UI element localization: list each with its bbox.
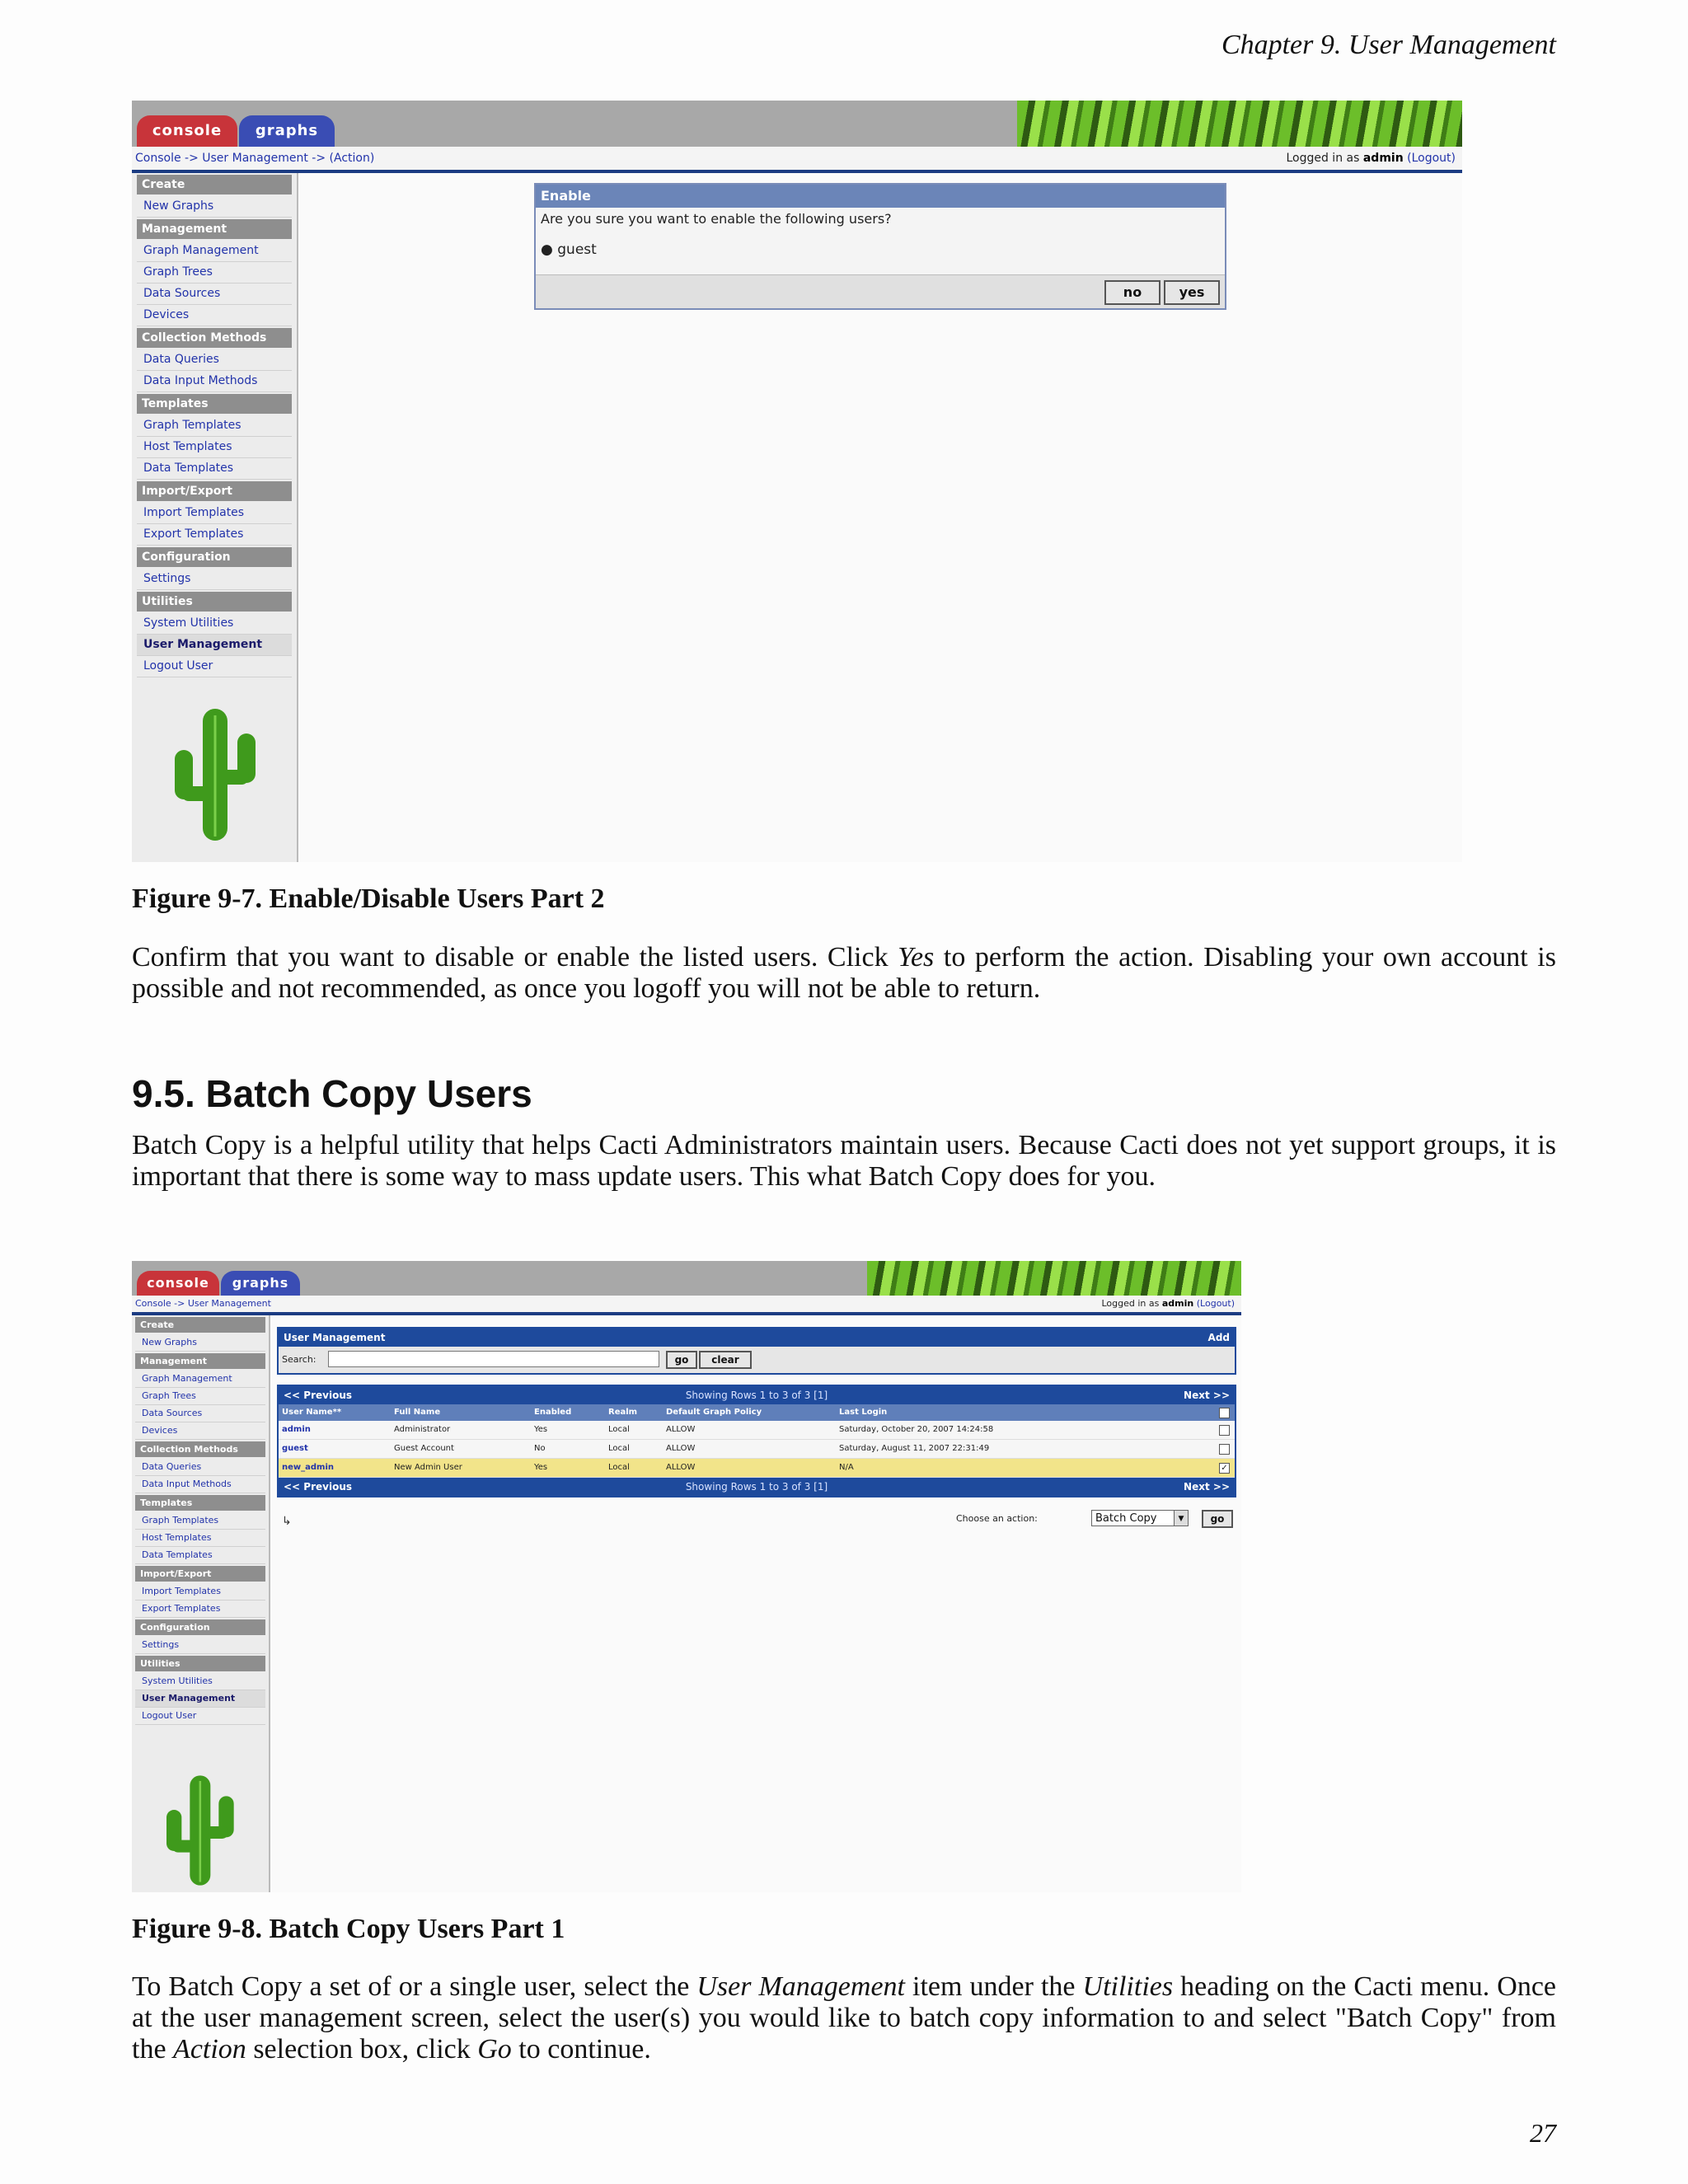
dialog-user-item: ● guest	[541, 241, 597, 258]
chevron-down-icon[interactable]: ▼	[1174, 1511, 1188, 1526]
sidebar-item-host-templates[interactable]: Host Templates	[137, 437, 292, 458]
sidebar-item-data-sources[interactable]: Data Sources	[135, 1405, 265, 1422]
previous-link[interactable]: << Previous	[284, 1481, 353, 1493]
table-cell: Local	[608, 1444, 630, 1453]
table-row[interactable]	[279, 1421, 1235, 1440]
figure-caption-9-7: Figure 9-7. Enable/Disable Users Part 2	[132, 883, 605, 914]
table-cell: ALLOW	[666, 1425, 696, 1434]
table-cell: ALLOW	[666, 1463, 696, 1472]
table-cell: No	[534, 1444, 546, 1453]
user-name-link[interactable]: guest	[282, 1444, 308, 1453]
users-table	[277, 1385, 1236, 1497]
sidebar-item-user-management[interactable]: User Management	[135, 1690, 265, 1708]
menu-heading-management: Management	[135, 1353, 265, 1369]
sidebar-item-export-templates[interactable]: Export Templates	[135, 1601, 265, 1618]
table-cell: Local	[608, 1425, 630, 1434]
section-heading: 9.5. Batch Copy Users	[132, 1072, 532, 1115]
column-header-full-name[interactable]: Full Name	[394, 1408, 441, 1417]
login-status: Logged in as admin (Logout)	[1101, 1298, 1235, 1309]
menu-heading-utilities: Utilities	[135, 1656, 265, 1671]
login-status: Logged in as admin (Logout)	[1286, 152, 1456, 165]
sidebar-item-new-graphs[interactable]: New Graphs	[137, 196, 292, 218]
sidebar-item-system-utilities[interactable]: System Utilities	[137, 613, 292, 635]
sidebar-item-data-input-methods[interactable]: Data Input Methods	[135, 1476, 265, 1493]
top-bar	[132, 101, 1462, 147]
enable-dialog	[534, 183, 1226, 310]
dialog-footer	[536, 274, 1225, 308]
menu-heading-configuration: Configuration	[135, 1619, 265, 1635]
tab-graphs[interactable]: graphs	[239, 115, 335, 147]
sidebar-item-data-queries[interactable]: Data Queries	[137, 349, 292, 371]
cactus-logo-icon	[165, 701, 264, 849]
tab-console[interactable]: console	[137, 115, 237, 147]
menu-heading-import-export: Import/Export	[137, 481, 292, 501]
table-cell: Saturday, August 11, 2007 22:31:49	[839, 1444, 990, 1453]
return-arrow-icon: ↳	[282, 1515, 292, 1528]
column-header-user-name[interactable]: User Name**	[282, 1408, 342, 1417]
dialog-title: Enable	[536, 185, 1225, 208]
table-cell: N/A	[839, 1463, 854, 1472]
panel-title-bar	[279, 1329, 1235, 1347]
sidebar-item-graph-templates[interactable]: Graph Templates	[135, 1512, 265, 1530]
sidebar-item-settings[interactable]: Settings	[135, 1637, 265, 1654]
sidebar-menu	[132, 173, 298, 862]
column-header-realm[interactable]: Realm	[608, 1408, 638, 1417]
table-cell: Yes	[534, 1425, 548, 1434]
column-header-default-graph-policy[interactable]: Default Graph Policy	[666, 1408, 762, 1417]
sidebar-item-host-templates[interactable]: Host Templates	[135, 1530, 265, 1547]
panel-title: User Management	[284, 1332, 386, 1343]
table-cell: ALLOW	[666, 1444, 696, 1453]
cactus-logo-icon	[158, 1769, 241, 1892]
menu-heading-create: Create	[135, 1317, 265, 1333]
table-body	[279, 1421, 1235, 1478]
add-link[interactable]: Add	[1207, 1332, 1230, 1343]
table-row[interactable]	[279, 1440, 1235, 1459]
search-row	[279, 1347, 1235, 1373]
page-number: 27	[1530, 2118, 1556, 2148]
table-header	[279, 1404, 1235, 1421]
sidebar-item-data-queries[interactable]: Data Queries	[135, 1459, 265, 1476]
next-link[interactable]: Next >>	[1184, 1390, 1230, 1401]
pager-top	[279, 1386, 1235, 1404]
paragraph-confirm: Confirm that you want to disable or enable the listed users. Click Yes to perform the action. Disabling your own account is possible and not recommended, as once you logoff you will not be able to return.	[132, 942, 1556, 1004]
sidebar-item-data-input-methods[interactable]: Data Input Methods	[137, 371, 292, 392]
menu-heading-templates: Templates	[135, 1495, 265, 1511]
showing-rows: Showing Rows 1 to 3 of 3 [1]	[685, 1390, 828, 1401]
user-name-link[interactable]: admin	[282, 1425, 311, 1434]
menu-heading-create: Create	[137, 175, 292, 194]
table-cell: Administrator	[394, 1425, 451, 1434]
sidebar-item-data-sources[interactable]: Data Sources	[137, 284, 292, 305]
sidebar-item-import-templates[interactable]: Import Templates	[137, 503, 292, 524]
sidebar-item-new-graphs[interactable]: New Graphs	[135, 1334, 265, 1352]
column-header-enabled[interactable]: Enabled	[534, 1408, 572, 1417]
previous-link[interactable]: << Previous	[284, 1390, 353, 1401]
column-header-last-login[interactable]: Last Login	[839, 1408, 888, 1417]
cactus-banner	[1017, 101, 1462, 147]
cactus-banner	[867, 1261, 1241, 1296]
menu-heading-configuration: Configuration	[137, 547, 292, 567]
figure-caption-9-8: Figure 9-8. Batch Copy Users Part 1	[132, 1914, 565, 1944]
sidebar-item-system-utilities[interactable]: System Utilities	[135, 1673, 265, 1690]
logout-link[interactable]: (Logout)	[1196, 1298, 1235, 1309]
sidebar-item-data-templates[interactable]: Data Templates	[135, 1547, 265, 1564]
table-cell: Local	[608, 1463, 630, 1472]
sidebar-item-export-templates[interactable]: Export Templates	[137, 524, 292, 546]
paragraph-batch-copy-intro: Batch Copy is a helpful utility that helps Cacti Administrators maintain users. Because Cacti does not yet support groups, it is important that there is some way to mass update users. This what Batch Copy does for you.	[132, 1130, 1556, 1192]
search-input[interactable]	[328, 1351, 659, 1367]
menu-heading-management: Management	[137, 219, 292, 239]
table-cell: Yes	[534, 1463, 548, 1472]
menu-heading-import-export: Import/Export	[135, 1566, 265, 1582]
sidebar-item-devices[interactable]: Devices	[137, 305, 292, 326]
breadcrumb[interactable]: Console -> User Management -> (Action)	[135, 152, 375, 165]
sidebar-menu	[132, 1315, 270, 1892]
row-checkbox[interactable]	[1219, 1444, 1230, 1455]
menu-heading-utilities: Utilities	[137, 592, 292, 612]
no-button[interactable]: no	[1104, 280, 1160, 305]
tab-console[interactable]: console	[137, 1271, 219, 1296]
breadcrumb-bar	[132, 147, 1462, 173]
yes-button[interactable]: yes	[1164, 280, 1220, 305]
select-all-checkbox[interactable]	[1219, 1408, 1230, 1418]
action-select[interactable]: Batch Copy ▼	[1091, 1510, 1189, 1526]
sidebar-item-graph-trees[interactable]: Graph Trees	[137, 262, 292, 284]
dialog-question: Are you sure you want to enable the following users?	[541, 211, 892, 227]
go-button[interactable]: go	[666, 1351, 697, 1369]
sidebar-item-logout-user[interactable]: Logout User	[137, 656, 292, 677]
running-header: Chapter 9. User Management	[1221, 30, 1556, 60]
sidebar-item-graph-templates[interactable]: Graph Templates	[137, 415, 292, 437]
menu-heading-collection-methods: Collection Methods	[135, 1441, 265, 1457]
sidebar-item-settings[interactable]: Settings	[137, 569, 292, 590]
pager-bottom	[279, 1478, 1235, 1496]
table-cell: Saturday, October 20, 2007 14:24:58	[839, 1425, 994, 1434]
user-management-panel	[277, 1327, 1236, 1375]
clear-button[interactable]: clear	[699, 1351, 752, 1369]
menu-heading-collection-methods: Collection Methods	[137, 328, 292, 348]
showing-rows: Showing Rows 1 to 3 of 3 [1]	[685, 1481, 828, 1493]
menu-list	[132, 175, 297, 677]
sidebar-item-graph-trees[interactable]: Graph Trees	[135, 1388, 265, 1405]
user-name-link[interactable]: new_admin	[282, 1463, 335, 1472]
paragraph-batch-copy-steps: To Batch Copy a set of or a single user, select the User Management item under the Utilities heading on the Cacti menu. Once at the user management screen, select the user(s) you would like to batch copy information to and select "Batch Copy" from the Action selection box, click Go to continue.	[132, 1971, 1556, 2064]
next-link[interactable]: Next >>	[1184, 1481, 1230, 1493]
sidebar-item-user-management[interactable]: User Management	[137, 635, 292, 656]
action-go-button[interactable]: go	[1202, 1510, 1233, 1528]
table-cell: New Admin User	[394, 1463, 462, 1472]
search-label: Search:	[282, 1354, 316, 1365]
logout-link[interactable]: (Logout)	[1407, 152, 1456, 165]
tab-graphs[interactable]: graphs	[221, 1271, 300, 1296]
menu-list	[132, 1317, 269, 1725]
sidebar-item-devices[interactable]: Devices	[135, 1422, 265, 1440]
figure-batch-copy-screenshot	[132, 1261, 1241, 1892]
sidebar-item-graph-management[interactable]: Graph Management	[135, 1371, 265, 1388]
sidebar-item-logout-user[interactable]: Logout User	[135, 1708, 265, 1725]
row-checkbox[interactable]	[1219, 1425, 1230, 1436]
table-cell: Guest Account	[394, 1444, 454, 1453]
row-checkbox[interactable]: ✓	[1219, 1463, 1230, 1474]
action-label: Choose an action:	[956, 1513, 1038, 1524]
menu-heading-templates: Templates	[137, 394, 292, 414]
figure-enable-users-screenshot	[132, 101, 1462, 862]
breadcrumb-bar	[132, 1296, 1241, 1315]
sidebar-item-import-templates[interactable]: Import Templates	[135, 1583, 265, 1601]
top-bar	[132, 1261, 1241, 1296]
sidebar-item-data-templates[interactable]: Data Templates	[137, 458, 292, 480]
breadcrumb[interactable]: Console -> User Management	[135, 1298, 271, 1309]
table-row[interactable]	[279, 1459, 1235, 1478]
sidebar-item-graph-management[interactable]: Graph Management	[137, 241, 292, 262]
